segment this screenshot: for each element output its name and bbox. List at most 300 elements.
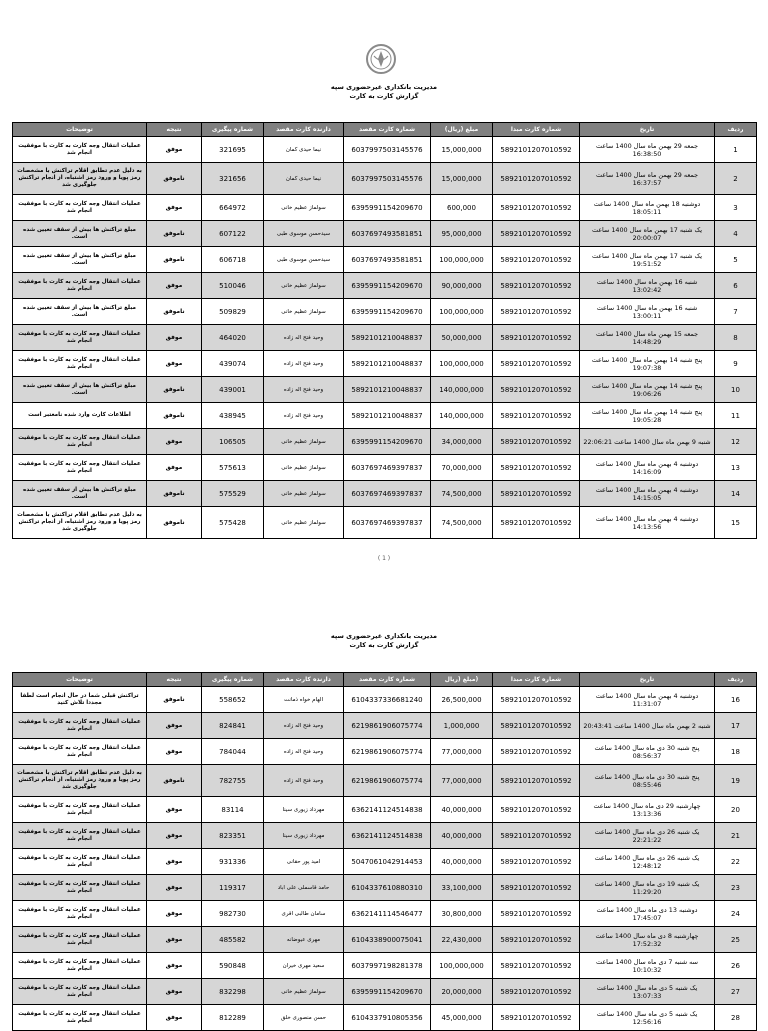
cell-row-number: 1	[715, 137, 757, 163]
cell-amount: 40,000,000	[431, 823, 493, 849]
cell-date: دوشنبه 4 بهمن ماه سال 1400 ساعت 14:13:56	[580, 507, 715, 539]
cell-result: موفق	[147, 823, 202, 849]
cell-result: موفق	[147, 713, 202, 739]
cell-card-holder: نیما حیدی کمان	[264, 163, 344, 195]
cell-card-holder: نیما حیدی کمان	[264, 137, 344, 163]
cell-row-number: 17	[715, 713, 757, 739]
cell-card-holder: سیدحسن موسوی طبی	[264, 247, 344, 273]
cell-description: عملیات انتقال وجه کارت به کارت با موفقیت انجام شد	[13, 351, 147, 377]
cell-row-number: 4	[715, 221, 757, 247]
cell-result: موفق	[147, 953, 202, 979]
cell-row-number: 7	[715, 299, 757, 325]
column-header-destination-card: شماره کارت مقصد	[344, 123, 431, 137]
cell-card-holder: سولماز عظیم خانی	[264, 195, 344, 221]
cell-destination-card: 5892101210048837	[344, 377, 431, 403]
cell-date: پنج شنبه 14 بهمن ماه سال 1400 ساعت 19:06:26	[580, 377, 715, 403]
cell-result: موفق	[147, 797, 202, 823]
column-header-amount: مبلغ (ریال)	[431, 123, 493, 137]
cell-date: جمعه 29 بهمن ماه سال 1400 ساعت 16:37:57	[580, 163, 715, 195]
cell-tracking-number: 823351	[202, 823, 264, 849]
table-row	[13, 221, 757, 247]
cell-card-holder: سیدحسن موسوی طبی	[264, 221, 344, 247]
cell-amount: 100,000,000	[431, 299, 493, 325]
cell-amount: 20,000,000	[431, 979, 493, 1005]
cell-destination-card: 6395991154209670	[344, 979, 431, 1005]
cell-tracking-number: 558652	[202, 687, 264, 713]
cell-date: پنج شنبه 14 بهمن ماه سال 1400 ساعت 19:05:28	[580, 403, 715, 429]
column-header-result: نتیجه	[147, 673, 202, 687]
cell-description: اطلاعات کارت وارد شده نامعتبر است	[13, 403, 147, 429]
cell-source-card: 5892101207010592	[493, 221, 580, 247]
cell-source-card: 5892101207010592	[493, 163, 580, 195]
cell-description: عملیات انتقال وجه کارت به کارت با موفقیت انجام شد	[13, 273, 147, 299]
cell-result: موفق	[147, 137, 202, 163]
cell-destination-card: 6395991154209670	[344, 195, 431, 221]
cell-destination-card: 6219861906075774	[344, 765, 431, 797]
table-row	[13, 137, 757, 163]
cell-destination-card: 6037697493581851	[344, 247, 431, 273]
cell-card-holder: سولماز عظیم خانی	[264, 299, 344, 325]
cell-destination-card: 6037697469397837	[344, 507, 431, 539]
table-row	[13, 163, 757, 195]
table-row	[13, 351, 757, 377]
cell-result: ناموفق	[147, 299, 202, 325]
cell-destination-card: 6362141124514838	[344, 797, 431, 823]
cell-row-number: 23	[715, 875, 757, 901]
cell-card-holder: سعید مهری خیران	[264, 953, 344, 979]
cell-description: عملیات انتقال وجه کارت به کارت با موفقیت انجام شد	[13, 137, 147, 163]
cell-destination-card: 6362141124514838	[344, 823, 431, 849]
cell-tracking-number: 812289	[202, 1005, 264, 1031]
cell-row-number: 20	[715, 797, 757, 823]
cell-destination-card: 6219861906075774	[344, 739, 431, 765]
report-header	[0, 83, 768, 101]
cell-amount: 30,800,000	[431, 901, 493, 927]
cell-amount: 33,100,000	[431, 875, 493, 901]
cell-source-card: 5892101207010592	[493, 429, 580, 455]
cell-destination-card: 5047061042914453	[344, 849, 431, 875]
cell-destination-card: 6362141114546477	[344, 901, 431, 927]
cell-row-number: 13	[715, 455, 757, 481]
cell-tracking-number: 119317	[202, 875, 264, 901]
cell-source-card: 5892101207010592	[493, 765, 580, 797]
table-row	[13, 195, 757, 221]
cell-result: موفق	[147, 849, 202, 875]
cell-result: موفق	[147, 979, 202, 1005]
cell-date: دوشنبه 4 بهمن ماه سال 1400 ساعت 11:31:07	[580, 687, 715, 713]
cell-source-card: 5892101207010592	[493, 507, 580, 539]
cell-result: ناموفق	[147, 507, 202, 539]
cell-row-number: 9	[715, 351, 757, 377]
cell-card-holder: الهام خواه ذمانت	[264, 687, 344, 713]
cell-row-number: 2	[715, 163, 757, 195]
cell-source-card: 5892101207010592	[493, 137, 580, 163]
cell-tracking-number: 575613	[202, 455, 264, 481]
cell-row-number: 5	[715, 247, 757, 273]
cell-card-holder: مهرداد زیوری سینا	[264, 797, 344, 823]
cell-tracking-number: 575428	[202, 507, 264, 539]
cell-source-card: 5892101207010592	[493, 875, 580, 901]
cell-source-card: 5892101207010592	[493, 849, 580, 875]
cell-row-number: 18	[715, 739, 757, 765]
column-header-source-card: شماره کارت مبدا	[493, 123, 580, 137]
table-row	[13, 927, 757, 953]
table-row	[13, 687, 757, 713]
table-row	[13, 849, 757, 875]
cell-row-number: 27	[715, 979, 757, 1005]
table-row	[13, 739, 757, 765]
cell-source-card: 5892101207010592	[493, 273, 580, 299]
table-row	[13, 273, 757, 299]
cell-result: موفق	[147, 875, 202, 901]
cell-source-card: 5892101207010592	[493, 979, 580, 1005]
cell-description: مبلغ تراکنش ها بیش از سقف تعیین شده است.	[13, 247, 147, 273]
cell-tracking-number: 664972	[202, 195, 264, 221]
cell-card-holder: سامان طالبی اقری	[264, 901, 344, 927]
cell-amount: 74,500,000	[431, 481, 493, 507]
cell-description: مبلغ تراکنش ها بیش از سقف تعیین شده است.	[13, 481, 147, 507]
table-row	[13, 979, 757, 1005]
table-row	[13, 765, 757, 797]
cell-amount: 26,500,000	[431, 687, 493, 713]
bank-sepah-logo-icon	[365, 42, 397, 76]
cell-date: جمعه 15 بهمن ماه سال 1400 ساعت 14:48:29	[580, 325, 715, 351]
cell-amount: 140,000,000	[431, 403, 493, 429]
cell-source-card: 5892101207010592	[493, 377, 580, 403]
cell-date: پنج شنبه 30 دی ماه سال 1400 ساعت 08:56:37	[580, 739, 715, 765]
table-row	[13, 797, 757, 823]
cell-destination-card: 6037997198281378	[344, 953, 431, 979]
cell-description: عملیات انتقال وجه کارت به کارت با موفقیت انجام شد	[13, 875, 147, 901]
cell-card-holder: وحید فتح اله زاده	[264, 713, 344, 739]
cell-card-holder: امید پور حقانی	[264, 849, 344, 875]
cell-source-card: 5892101207010592	[493, 713, 580, 739]
cell-row-number: 11	[715, 403, 757, 429]
cell-tracking-number: 832298	[202, 979, 264, 1005]
cell-description: عملیات انتقال وجه کارت به کارت با موفقیت انجام شد	[13, 849, 147, 875]
table-row	[13, 481, 757, 507]
cell-description: مبلغ تراکنش ها بیش از سقف تعیین شده است.	[13, 221, 147, 247]
cell-amount: 140,000,000	[431, 377, 493, 403]
cell-description: به دلیل عدم تطابق اقلام تراکنش با مشخصات رمز پویا و ورود رمز اشتباه، از انجام تراکنش جلوگیری شد	[13, 765, 147, 797]
cell-destination-card: 6037997503145576	[344, 163, 431, 195]
cell-row-number: 25	[715, 927, 757, 953]
cell-destination-card: 6037697469397837	[344, 481, 431, 507]
cell-card-holder: سولماز عظیم خانی	[264, 429, 344, 455]
table-row	[13, 403, 757, 429]
cell-source-card: 5892101207010592	[493, 351, 580, 377]
column-header-tracking-number: شماره پیگیری	[202, 673, 264, 687]
cell-amount: 100,000,000	[431, 953, 493, 979]
cell-amount: 50,000,000	[431, 325, 493, 351]
cell-tracking-number: 931336	[202, 849, 264, 875]
cell-description: عملیات انتقال وجه کارت به کارت با موفقیت انجام شد	[13, 713, 147, 739]
cell-amount: 40,000,000	[431, 849, 493, 875]
cell-amount: 15,000,000	[431, 163, 493, 195]
cell-description: به دلیل عدم تطابق اقلام تراکنش با مشخصات رمز پویا و ورود رمز اشتباه، از انجام تراکنش جلوگیری شد	[13, 163, 147, 195]
cell-amount: 34,000,000	[431, 429, 493, 455]
cell-card-holder: وحید فتح اله زاده	[264, 351, 344, 377]
column-header-source-card: شماره کارت مبدا	[493, 673, 580, 687]
cell-amount: 45,000,000	[431, 1005, 493, 1031]
cell-tracking-number: 510046	[202, 273, 264, 299]
cell-destination-card: 6037997503145576	[344, 137, 431, 163]
transactions-table	[12, 672, 757, 1031]
cell-result: ناموفق	[147, 247, 202, 273]
report-title: مدیریت بانکداری غیرحضوری سپه	[330, 632, 438, 640]
cell-result: ناموفق	[147, 481, 202, 507]
cell-amount: 22,430,000	[431, 927, 493, 953]
report-subtitle: گزارش کارت به کارت	[349, 92, 419, 100]
cell-date: شنبه 9 بهمن ماه سال 1400 ساعت 22:06:21	[580, 429, 715, 455]
cell-destination-card: 6395991154209670	[344, 299, 431, 325]
cell-destination-card: 6104337336681240	[344, 687, 431, 713]
table-row	[13, 823, 757, 849]
table-row	[13, 247, 757, 273]
cell-destination-card: 5892101210048837	[344, 325, 431, 351]
cell-description: عملیات انتقال وجه کارت به کارت با موفقیت انجام شد	[13, 1005, 147, 1031]
column-header-date: تاریخ	[580, 673, 715, 687]
cell-row-number: 21	[715, 823, 757, 849]
cell-date: یک شنبه 26 دی ماه سال 1400 ساعت 22:21:22	[580, 823, 715, 849]
cell-card-holder: مهری عیوضانه	[264, 927, 344, 953]
table-row	[13, 455, 757, 481]
cell-row-number: 3	[715, 195, 757, 221]
cell-description: مبلغ تراکنش ها بیش از سقف تعیین شده است.	[13, 299, 147, 325]
cell-tracking-number: 464020	[202, 325, 264, 351]
cell-card-holder: سولماز عظیم خانی	[264, 273, 344, 299]
cell-date: جمعه 29 بهمن ماه سال 1400 ساعت 16:38:50	[580, 137, 715, 163]
cell-card-holder: سولماز عظیم خانی	[264, 979, 344, 1005]
cell-result: ناموفق	[147, 163, 202, 195]
cell-date: چهارشنبه 8 دی ماه سال 1400 ساعت 17:52:32	[580, 927, 715, 953]
cell-card-holder: سولماز عظیم خانی	[264, 507, 344, 539]
cell-source-card: 5892101207010592	[493, 195, 580, 221]
cell-amount: 77,000,000	[431, 739, 493, 765]
cell-source-card: 5892101207010592	[493, 247, 580, 273]
cell-source-card: 5892101207010592	[493, 739, 580, 765]
cell-tracking-number: 83114	[202, 797, 264, 823]
cell-tracking-number: 607122	[202, 221, 264, 247]
cell-date: چهارشنبه 29 دی ماه سال 1400 ساعت 13:13:36	[580, 797, 715, 823]
cell-description: عملیات انتقال وجه کارت به کارت با موفقیت انجام شد	[13, 739, 147, 765]
cell-row-number: 6	[715, 273, 757, 299]
cell-amount: 100,000,000	[431, 351, 493, 377]
column-header-card-holder: دارنده کارت مقصد	[264, 123, 344, 137]
cell-result: موفق	[147, 455, 202, 481]
cell-description: عملیات انتقال وجه کارت به کارت با موفقیت انجام شد	[13, 953, 147, 979]
cell-tracking-number: 439001	[202, 377, 264, 403]
cell-tracking-number: 606718	[202, 247, 264, 273]
cell-result: ناموفق	[147, 377, 202, 403]
cell-row-number: 22	[715, 849, 757, 875]
cell-destination-card: 6104337610880310	[344, 875, 431, 901]
cell-date: دوشنبه 18 بهمن ماه سال 1400 ساعت 18:05:11	[580, 195, 715, 221]
cell-result: موفق	[147, 739, 202, 765]
column-header-amount: (مبلغ (ریال	[431, 673, 493, 687]
cell-description: تراکنش قبلی شما در حال انجام است لطفا مجددا تلاش کنید	[13, 687, 147, 713]
cell-date: یک شنبه 26 دی ماه سال 1400 ساعت 12:48:12	[580, 849, 715, 875]
column-header-row-number: ردیف	[715, 673, 757, 687]
cell-source-card: 5892101207010592	[493, 325, 580, 351]
column-header-row-number: ردیف	[715, 123, 757, 137]
cell-amount: 70,000,000	[431, 455, 493, 481]
cell-tracking-number: 439074	[202, 351, 264, 377]
cell-destination-card: 6104337910805356	[344, 1005, 431, 1031]
table-header-row	[13, 673, 757, 687]
cell-source-card: 5892101207010592	[493, 901, 580, 927]
cell-date: پنج شنبه 14 بهمن ماه سال 1400 ساعت 19:07:38	[580, 351, 715, 377]
cell-date: یک شنبه 17 بهمن ماه سال 1400 ساعت 20:00:07	[580, 221, 715, 247]
cell-result: موفق	[147, 901, 202, 927]
cell-row-number: 19	[715, 765, 757, 797]
cell-description: عملیات انتقال وجه کارت به کارت با موفقیت انجام شد	[13, 823, 147, 849]
table-row	[13, 1005, 757, 1031]
table-row	[13, 377, 757, 403]
cell-description: عملیات انتقال وجه کارت به کارت با موفقیت انجام شد	[13, 325, 147, 351]
cell-description: عملیات انتقال وجه کارت به کارت با موفقیت انجام شد	[13, 797, 147, 823]
cell-tracking-number: 485582	[202, 927, 264, 953]
cell-tracking-number: 824841	[202, 713, 264, 739]
cell-row-number: 14	[715, 481, 757, 507]
cell-result: موفق	[147, 351, 202, 377]
column-header-destination-card: شماره کارت مقصد	[344, 673, 431, 687]
cell-date: دوشنبه 13 دی ماه سال 1400 ساعت 17:45:07	[580, 901, 715, 927]
cell-amount: 600,000	[431, 195, 493, 221]
cell-tracking-number: 106505	[202, 429, 264, 455]
cell-card-holder: وحید فتح اله زاده	[264, 403, 344, 429]
cell-description: عملیات انتقال وجه کارت به کارت با موفقیت انجام شد	[13, 429, 147, 455]
cell-tracking-number: 784044	[202, 739, 264, 765]
cell-row-number: 28	[715, 1005, 757, 1031]
cell-destination-card: 6219861906075774	[344, 713, 431, 739]
table-row	[13, 713, 757, 739]
report-subtitle: گزارش کارت به کارت	[349, 641, 419, 649]
table-row	[13, 325, 757, 351]
cell-row-number: 10	[715, 377, 757, 403]
cell-result: موفق	[147, 429, 202, 455]
column-header-tracking-number: شماره پیگیری	[202, 123, 264, 137]
cell-row-number: 15	[715, 507, 757, 539]
cell-row-number: 26	[715, 953, 757, 979]
cell-date: شنبه 16 بهمن ماه سال 1400 ساعت 13:00:11	[580, 299, 715, 325]
cell-card-holder: مهرداد زیوری سینا	[264, 823, 344, 849]
cell-date: یک شنبه 5 دی ماه سال 1400 ساعت 13:07:33	[580, 979, 715, 1005]
column-header-card-holder: دارنده کارت مقصد	[264, 673, 344, 687]
cell-card-holder: حامد قاسملی علی اباد	[264, 875, 344, 901]
cell-card-holder: سولماز عظیم خانی	[264, 481, 344, 507]
cell-result: ناموفق	[147, 765, 202, 797]
cell-amount: 1,000,000	[431, 713, 493, 739]
cell-date: سه شنبه 7 دی ماه سال 1400 ساعت 10:10:32	[580, 953, 715, 979]
report-page-2	[0, 610, 768, 1024]
column-header-result: نتیجه	[147, 123, 202, 137]
cell-source-card: 5892101207010592	[493, 1005, 580, 1031]
cell-date: دوشنبه 4 بهمن ماه سال 1400 ساعت 14:16:09	[580, 455, 715, 481]
cell-result: موفق	[147, 1005, 202, 1031]
cell-source-card: 5892101207010592	[493, 299, 580, 325]
cell-amount: 40,000,000	[431, 797, 493, 823]
cell-date: شنبه 2 بهمن ماه سال 1400 ساعت 20:43:41	[580, 713, 715, 739]
cell-destination-card: 6395991154209670	[344, 273, 431, 299]
cell-date: یک شنبه 17 بهمن ماه سال 1400 ساعت 19:51:52	[580, 247, 715, 273]
cell-destination-card: 5892101210048837	[344, 351, 431, 377]
cell-result: موفق	[147, 325, 202, 351]
page-number: ( 1 )	[377, 555, 391, 562]
cell-result: موفق	[147, 273, 202, 299]
cell-tracking-number: 782755	[202, 765, 264, 797]
cell-destination-card: 5892101210048837	[344, 403, 431, 429]
table-header-row	[13, 123, 757, 137]
cell-date: یک شنبه 5 دی ماه سال 1400 ساعت 12:56:16	[580, 1005, 715, 1031]
cell-source-card: 5892101207010592	[493, 455, 580, 481]
cell-card-holder: وحید فتح اله زاده	[264, 765, 344, 797]
cell-source-card: 5892101207010592	[493, 953, 580, 979]
cell-source-card: 5892101207010592	[493, 823, 580, 849]
cell-tracking-number: 321656	[202, 163, 264, 195]
cell-tracking-number: 509829	[202, 299, 264, 325]
cell-row-number: 24	[715, 901, 757, 927]
cell-card-holder: وحید فتح اله زاده	[264, 739, 344, 765]
cell-date: یک شنبه 19 دی ماه سال 1400 ساعت 11:29:20	[580, 875, 715, 901]
table-row	[13, 507, 757, 539]
cell-amount: 74,500,000	[431, 507, 493, 539]
cell-source-card: 5892101207010592	[493, 797, 580, 823]
cell-destination-card: 6037697493581851	[344, 221, 431, 247]
report-header	[0, 632, 768, 650]
cell-description: عملیات انتقال وجه کارت به کارت با موفقیت انجام شد	[13, 979, 147, 1005]
cell-result: موفق	[147, 927, 202, 953]
cell-description: مبلغ تراکنش ها بیش از سقف تعیین شده است.	[13, 377, 147, 403]
cell-card-holder: وحید فتح اله زاده	[264, 325, 344, 351]
cell-date: دوشنبه 4 بهمن ماه سال 1400 ساعت 14:15:05	[580, 481, 715, 507]
table-row	[13, 901, 757, 927]
cell-row-number: 8	[715, 325, 757, 351]
report-title: مدیریت بانکداری غیرحضوری سپه	[330, 83, 438, 91]
column-header-date: تاریخ	[580, 123, 715, 137]
cell-source-card: 5892101207010592	[493, 927, 580, 953]
cell-amount: 100,000,000	[431, 247, 493, 273]
table-row	[13, 875, 757, 901]
column-header-description: توضیحات	[13, 673, 147, 687]
cell-card-holder: سولماز عظیم خانی	[264, 455, 344, 481]
cell-tracking-number: 590848	[202, 953, 264, 979]
table-row	[13, 299, 757, 325]
cell-description: عملیات انتقال وجه کارت به کارت با موفقیت انجام شد	[13, 901, 147, 927]
cell-date: پنج شنبه 30 دی ماه سال 1400 ساعت 08:55:46	[580, 765, 715, 797]
cell-description: عملیات انتقال وجه کارت به کارت با موفقیت انجام شد	[13, 927, 147, 953]
cell-amount: 77,000,000	[431, 765, 493, 797]
cell-source-card: 5892101207010592	[493, 481, 580, 507]
cell-tracking-number: 575529	[202, 481, 264, 507]
cell-date: شنبه 16 بهمن ماه سال 1400 ساعت 13:02:42	[580, 273, 715, 299]
cell-tracking-number: 982730	[202, 901, 264, 927]
cell-destination-card: 6104338900075041	[344, 927, 431, 953]
cell-result: موفق	[147, 195, 202, 221]
cell-result: ناموفق	[147, 221, 202, 247]
cell-source-card: 5892101207010592	[493, 687, 580, 713]
cell-row-number: 12	[715, 429, 757, 455]
cell-destination-card: 6395991154209670	[344, 429, 431, 455]
table-row	[13, 953, 757, 979]
cell-tracking-number: 438945	[202, 403, 264, 429]
transactions-table	[12, 122, 757, 539]
cell-amount: 15,000,000	[431, 137, 493, 163]
cell-result: ناموفق	[147, 687, 202, 713]
cell-amount: 95,000,000	[431, 221, 493, 247]
cell-description: به دلیل عدم تطابق اقلام تراکنش با مشخصات رمز پویا و ورود رمز اشتباه، از انجام تراکنش جلوگیری شد	[13, 507, 147, 539]
table-row	[13, 429, 757, 455]
